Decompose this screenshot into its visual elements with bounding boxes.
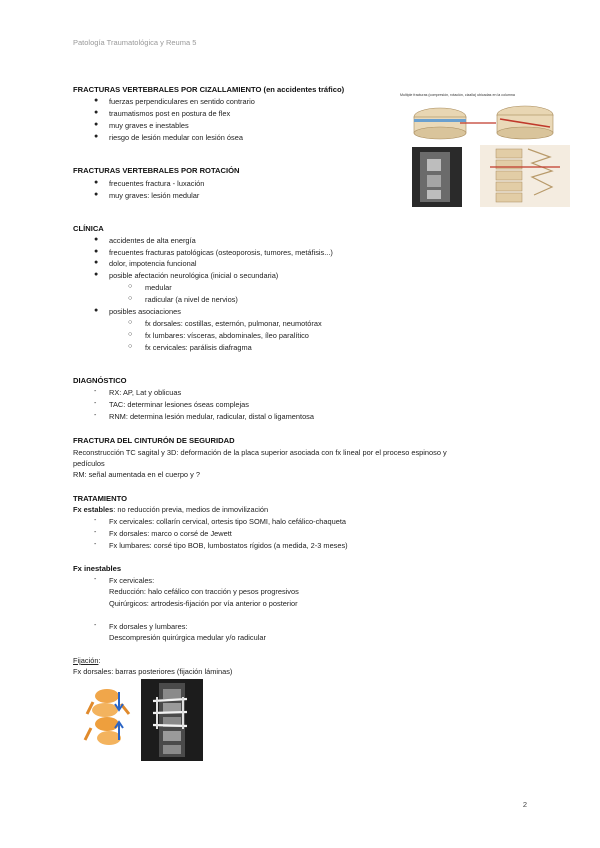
list-subitem: fx lumbares: vísceras, abdominales, íleo paralítico — [145, 331, 309, 340]
paragraph-line: pedículos — [73, 459, 105, 468]
dash-bullet: - — [94, 529, 97, 536]
bullet-icon: ● — [94, 259, 99, 266]
dash-bullet: - — [94, 541, 97, 548]
section-title-diagnostico: DIAGNÓSTICO — [73, 376, 127, 385]
dash-bullet: - — [94, 622, 97, 629]
bullet-icon: ● — [94, 307, 99, 314]
list-item: TAC: determinar lesiones óseas complejas — [109, 400, 249, 409]
list-item: RX: AP, Lat y oblicuas — [109, 388, 182, 397]
section-title-cinturon: FRACTURA DEL CINTURÓN DE SEGURIDAD — [73, 436, 235, 445]
list-item: Fx cervicales: — [109, 576, 155, 585]
fijacion-colon: : — [98, 656, 101, 665]
list-item: frecuentes fractura - luxación — [109, 179, 205, 188]
spine-fracture-figure — [400, 93, 572, 211]
section-title-clinica: CLÍNICA — [73, 224, 104, 233]
section-title-tratamiento: TRATAMIENTO — [73, 494, 127, 503]
list-item: muy graves e inestables — [109, 121, 189, 130]
dash-bullet: - — [94, 400, 97, 407]
bullet-icon: ● — [94, 271, 99, 278]
list-subitem: fx cervicales: parálisis diafragma — [145, 343, 252, 352]
list-item: Fx lumbares: corsé tipo BOB, lumbostatos rígidos (a medida, 2-3 meses) — [109, 541, 348, 550]
list-item: muy graves: lesión medular — [109, 191, 200, 200]
bullet-icon: ● — [94, 121, 99, 128]
circle-bullet-icon: ○ — [128, 343, 133, 350]
list-item: Fx dorsales y lumbares: — [109, 622, 188, 631]
list-item-line: Descompresión quirúrgica medular y/o radicular — [109, 633, 266, 642]
page-number: 2 — [522, 800, 527, 809]
dash-bullet: - — [94, 388, 97, 395]
spine-fixation-illustration — [83, 684, 133, 754]
list-subitem: medular — [145, 283, 172, 292]
estables-label: Fx estables — [73, 505, 114, 514]
list-item: Fx dorsales: marco o corsé de Jewett — [109, 529, 232, 538]
circle-bullet-icon: ○ — [128, 295, 133, 302]
list-item: traumatismos post en postura de flex — [109, 109, 231, 118]
list-item: posibles asociaciones — [109, 307, 181, 316]
fijacion-text: Fx dorsales: barras posteriores (fijación láminas) — [73, 667, 233, 676]
bullet-icon: ● — [94, 133, 99, 140]
section-title-rotacion: FRACTURAS VERTEBRALES POR ROTACIÓN — [73, 166, 240, 175]
list-item: dolor, impotencia funcional — [109, 259, 197, 268]
estables-line — [73, 505, 268, 514]
list-item: riesgo de lesión medular con lesión ósea — [109, 133, 243, 142]
xray-fixation-image — [141, 679, 203, 761]
list-item: RNM: determina lesión medular, radicular, distal o ligamentosa — [109, 412, 314, 421]
dash-bullet: - — [94, 412, 97, 419]
vertebra-illustration — [400, 97, 572, 209]
dash-bullet: - — [94, 517, 97, 524]
circle-bullet-icon: ○ — [128, 283, 133, 290]
section-title-cizallamiento: FRACTURAS VERTEBRALES POR CIZALLAMIENTO (en accidentes tráfico) — [73, 85, 345, 94]
fijacion-heading — [73, 656, 101, 665]
bullet-icon: ● — [94, 236, 99, 243]
list-item-line: Quirúrgicos: artrodesis-fijación por vía anterior o posterior — [109, 599, 298, 608]
fijacion-title: Fijación — [73, 656, 99, 665]
bullet-icon: ● — [94, 191, 99, 198]
circle-bullet-icon: ○ — [128, 331, 133, 338]
bullet-icon: ● — [94, 109, 99, 116]
paragraph-line: Reconstrucción TC sagital y 3D: deformación de la placa superior asociada con fx lineal por el proceso espinoso y — [73, 448, 447, 457]
bullet-icon: ● — [94, 248, 99, 255]
bullet-icon: ● — [94, 97, 99, 104]
bullet-icon: ● — [94, 179, 99, 186]
inestables-label: Fx inestables — [73, 564, 122, 573]
list-item: accidentes de alta energía — [109, 236, 196, 245]
dash-bullet: - — [94, 576, 97, 583]
list-item: frecuentes fracturas patológicas (osteoporosis, tumores, metáfisis...) — [109, 248, 333, 257]
circle-bullet-icon: ○ — [128, 319, 133, 326]
page-header: Patología Traumatológica y Reuma 5 — [73, 38, 197, 47]
list-item-line: Reducción: halo cefálico con tracción y pesos progresivos — [109, 587, 299, 596]
figure-caption: Multiple fracturas (compresión, rotación, cizalla) ubicadas en la columna — [400, 93, 515, 97]
estables-text: : no reducción previa, medios de inmovilización — [113, 505, 269, 514]
list-subitem: fx dorsales: costillas, esternón, pulmonar, neumotórax — [145, 319, 322, 328]
paragraph-line: RM: señal aumentada en el cuerpo y ? — [73, 470, 200, 479]
list-item: posible afectación neurológica (inicial o secundaria) — [109, 271, 279, 280]
list-item: fuerzas perpendiculares en sentido contrario — [109, 97, 255, 106]
list-subitem: radicular (a nivel de nervios) — [145, 295, 238, 304]
list-item: Fx cervicales: collarín cervical, ortesis tipo SOMI, halo cefálico-chaqueta — [109, 517, 347, 526]
